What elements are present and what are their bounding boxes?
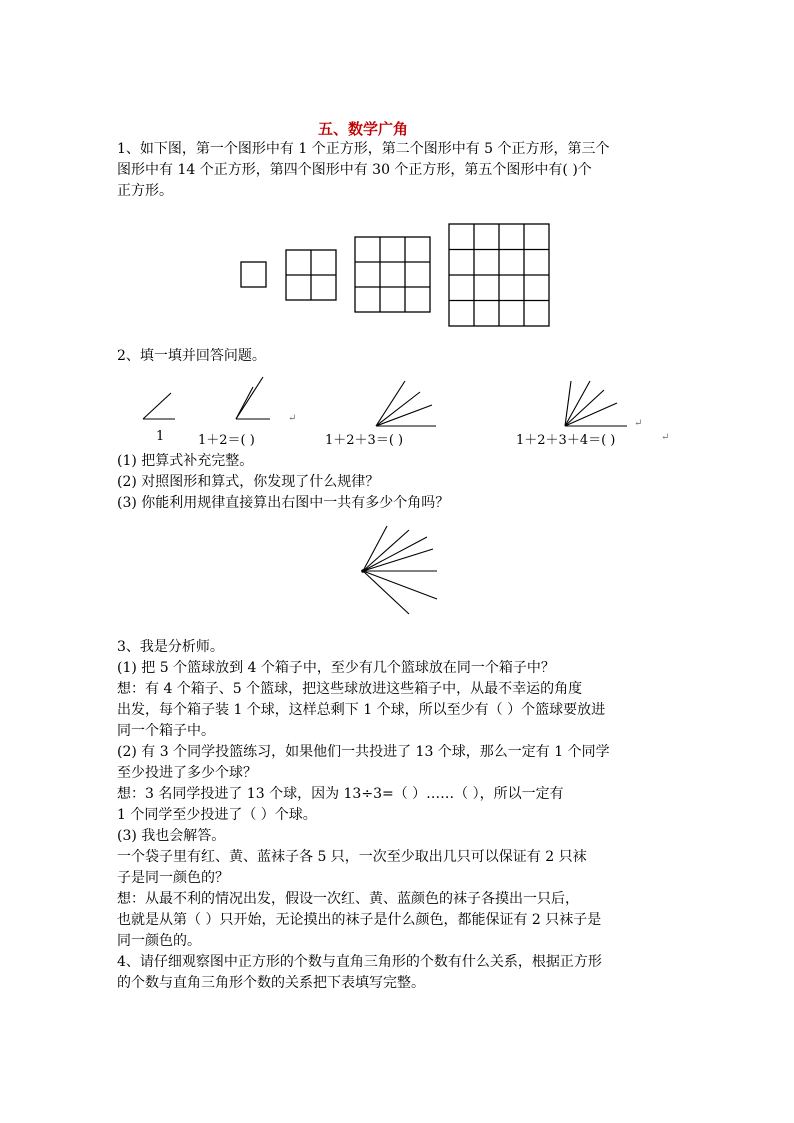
q3-line-14: 也就是从第（ ）只开始，无论摸出的袜子是什么颜色，都能保证有 2 只袜子是 (117, 912, 602, 928)
angle-figure-3 (376, 381, 436, 426)
q3-line-5: 同一个箱子中。 (117, 723, 215, 739)
q2-sub-2: (2) 对照图形和算式，你发现了什么规律？ (117, 474, 380, 490)
q3-line-3: 想：有 4 个箱子、5 个篮球，把这些球放进这些箱子中，从最不幸运的角度 (117, 681, 583, 697)
square-figure-2 (286, 250, 336, 300)
q2-sub-3: (3) 你能利用规律直接算出右图中一共有多少个角吗？ (117, 495, 450, 511)
angle-figure-2 (236, 377, 270, 419)
q3-line-13: 想：从最不利的情况出发，假设一次红、黄、蓝颜色的袜子各摸出一只后， (117, 891, 579, 907)
return-mark-1: ↵ (288, 413, 297, 424)
q3-line-4: 出发，每个箱子装 1 个球，这样总剩下 1 个球，所以至少有（ ）个篮球要放进 (117, 702, 606, 718)
angle-label-2: 1＋2＝( ) (198, 433, 255, 448)
angle-label-1: 1 (156, 429, 165, 444)
q1-line-3: 正方形。 (117, 183, 173, 199)
q3-line-10: (3) 我也会解答。 (117, 828, 226, 844)
angle-label-3: 1＋2＋3＝( ) (325, 433, 404, 448)
q3-line-6: (2) 有 3 个同学投篮练习，如果他们一共投进了 13 个球，那么一定有 1 个同学 (117, 744, 610, 760)
q3-line-11: 一个袋子里有红、黄、蓝袜子各 5 只，一次至少取出几只可以保证有 2 只袜 (117, 849, 587, 865)
angle-fan-figure (363, 526, 437, 614)
angle-figure-4 (565, 381, 627, 426)
q2-heading: 2、填一填并回答问题。 (117, 348, 266, 364)
square-figure-1 (241, 262, 266, 287)
q3-line-12: 子是同一颜色的？ (117, 870, 229, 886)
angle-figure-1 (143, 393, 175, 419)
page-title: 五、数学广角 (318, 120, 409, 138)
q3-line-15: 同一颜色的。 (117, 933, 201, 949)
return-mark-3: ↵ (661, 432, 670, 443)
q1-line-2: 图形中有 14 个正方形，第四个图形中有 30 个正方形，第五个图形中有( )个 (117, 162, 592, 178)
q4-line-2: 的个数与直角三角形个数的关系把下表填写完整。 (117, 975, 425, 991)
return-mark-2: ↵ (634, 418, 643, 429)
square-figure-3 (355, 237, 430, 312)
q1-line-1: 1、如下图，第一个图形中有 1 个正方形，第二个图形中有 5 个正方形，第三个 (117, 141, 610, 157)
square-figure-4 (449, 224, 549, 326)
q4-line-1: 4、请仔细观察图中正方形的个数与直角三角形的个数有什么关系，根据正方形 (117, 954, 602, 970)
angle-label-4: 1＋2＋3＋4＝( ) (516, 433, 616, 448)
q2-sub-1: (1) 把算式补充完整。 (117, 453, 254, 469)
q3-line-1: 3、我是分析师。 (117, 639, 224, 655)
q3-line-7: 至少投进了多少个球？ (117, 765, 257, 781)
q3-line-2: (1) 把 5 个篮球放到 4 个箱子中，至少有几个篮球放在同一个箱子中？ (117, 660, 555, 676)
q3-line-9: 1 个同学至少投进了（ ）个球。 (117, 807, 317, 823)
q3-line-8: 想：3 名同学投进了 13 个球，因为 13÷3=（ ）……（ ），所以一定有 (117, 786, 564, 802)
